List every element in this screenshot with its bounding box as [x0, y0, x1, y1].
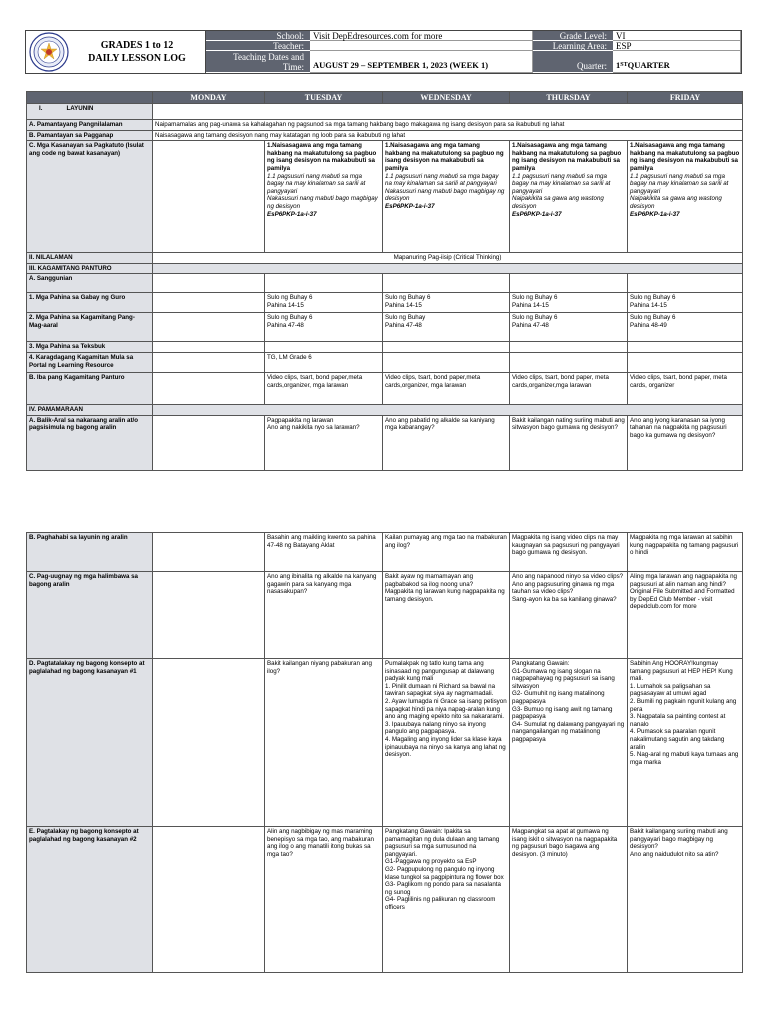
kagamitang-mag-aaral-friday: Sulo ng Buhay 6 Pahina 48-49: [628, 313, 743, 342]
quarter-suffix: ST: [620, 62, 628, 68]
karagdagang-tuesday: TG, LM Grade 6: [265, 352, 383, 372]
gabay-friday: Sulo ng Buhay 6 Pahina 14-15: [628, 293, 743, 313]
teacher-label: Teacher:: [206, 41, 310, 51]
balik-aral-tuesday: Pagpapakita ng larawan Ano ang nakikita nyo sa larawan?: [265, 415, 383, 470]
teksbuk-label: 3. Mga Pahina sa Teksbuk: [27, 342, 153, 353]
pag-uugnay-monday: [153, 572, 265, 659]
pag-uugnay-row: [27, 572, 743, 659]
title-line-1: GRADES 1 to 12: [100, 40, 174, 51]
header-fields: [206, 31, 741, 73]
lesson-log-header: [25, 30, 742, 74]
learning-area-value: ESP: [613, 41, 741, 51]
cell: [628, 352, 743, 372]
pag-uugnay-thursday: Ano ang napanood ninyo sa video clips? Ano ang pagsusuring ginawa ng mga tauhan sa video clips? Sang-ayon ka ba sa kanilang ginawa?: [510, 572, 628, 659]
sanggunian-label: A. Sanggunian: [27, 274, 153, 293]
iba-pa-thursday: Video clips, tsart, bond paper, meta cards,organizer,mga larawan: [510, 372, 628, 404]
kasanayan-main: 1.Naisasagawa ang mga tamang hakbang na makatutulong sa pagbuo ng isang desisyon na makabubuti sa pamilya: [385, 142, 504, 172]
day-header-row: [27, 92, 743, 104]
sanggunian-row: [27, 274, 743, 293]
kagamitang-mag-aaral-wednesday: Sulo ng Buhay Pahina 47-48: [383, 313, 510, 342]
cell: [265, 274, 383, 293]
kasanayan-sub2: Naipakikita sa gawa ang wastong desisyon: [512, 195, 604, 210]
iba-pa-row: [27, 372, 743, 404]
kasanayan-sub: 1.1 pagsusuri nang mabuti sa mga bagay na may kinalaman sa sarili at pangyayari: [630, 172, 729, 195]
kagamitan-label: III. KAGAMITANG PANTURO: [27, 263, 153, 274]
teaching-dates-value: AUGUST 29 – SEPTEMBER 1, 2023 (WEEK 1): [310, 51, 533, 73]
quarter-label-text: Quarter:: [577, 60, 607, 71]
day-header-friday: FRIDAY: [628, 92, 743, 104]
pagtatalakay-2-label: E. Pagtalakay ng bagong konsepto at paglalahad ng bagong kasanayan #2: [27, 827, 153, 973]
balik-aral-monday: [153, 415, 265, 470]
nilalaman-row: [27, 253, 743, 264]
school-label: School:: [206, 31, 310, 41]
day-header-tuesday: TUESDAY: [265, 92, 383, 104]
pagtatalakay-2-thursday: Magpangkat sa apat at gumawa ng isang iskit o sitwasyon na nagpapakita ng pagsusuri bago isagawa ang desisyon. (3 minuto): [510, 827, 628, 973]
gabay-row: [27, 293, 743, 313]
kasanayan-sub: 1.1 pagsusuri nang mabuti sa mga bagay na may kinalaman sa sarili at pangyayari: [385, 172, 499, 188]
balik-aral-thursday: Bakit kailangan nating suriing mabuti ang sitwasyon bago gumawa ng desisyon?: [510, 415, 628, 470]
kasanayan-thursday: [510, 141, 628, 253]
cell: [510, 342, 628, 353]
pagtatalakay-2-tuesday: Alin ang nagbibigay ng mas maraming benepisyo sa mga tao, ang mabakuran ang ilog o ang manatili itong bukas sa mga tao?: [265, 827, 383, 973]
kasanayan-main: 1.Naisasagawa ang mga tamang hakbang na makatutulong sa pagbuo ng isang desisyon na makabubuti sa pamilya: [630, 142, 740, 172]
kasanayan-row: [27, 141, 743, 253]
kasanayan-code: EsP6PKP-1a-i-37: [512, 210, 562, 218]
kagamitan-content: [153, 263, 743, 274]
kasanayan-sub2: Naipakikita sa gawa ang wastong desisyon: [630, 195, 722, 210]
iba-pa-monday: [153, 372, 265, 404]
pag-uugnay-wednesday: Bakit ayaw ng mamamayan ang pagbabakod sa ilog noong una? Magpakita ng larawan kung nagpapakita ng tamang desisyon.: [383, 572, 510, 659]
nilalaman-label: II. NILALAMAN: [27, 253, 153, 264]
cell: [383, 342, 510, 353]
grade-level-label: Grade Level:: [533, 31, 613, 41]
kasanayan-code: EsP6PKP-1a-i-37: [267, 210, 317, 218]
karagdagang-label: 4. Karagdagang Kagamitan Mula sa Portal ng Learning Resource: [27, 352, 153, 372]
title-line-2: DAILY LESSON LOG: [88, 53, 186, 64]
layunin-num: I.: [39, 105, 43, 112]
pamamaraan-row: [27, 404, 743, 415]
lesson-table-part-1: [26, 91, 743, 471]
quarter-number: 1: [616, 60, 621, 70]
cell: [383, 352, 510, 372]
iba-pa-friday: Video clips, tsart, bond paper, meta cards, organizer: [628, 372, 743, 404]
cell: [265, 342, 383, 353]
cell: [510, 274, 628, 293]
kagamitang-mag-aaral-row: [27, 313, 743, 342]
pagtatalakay-1-monday: [153, 659, 265, 827]
teaching-dates-label-1: Teaching Dates and: [233, 51, 304, 62]
kasanayan-tuesday: [265, 141, 383, 253]
page-title: [69, 39, 205, 65]
balik-aral-row: [27, 415, 743, 470]
cell: [628, 342, 743, 353]
header-title-block: [26, 31, 206, 73]
iba-pa-tuesday: Video clips, tsart, bond paper,meta cards,organizer, mga larawan: [265, 372, 383, 404]
kasanayan-main: 1.Naisasagawa ang mga tamang hakbang na makatutulong sa pagbuo ng isang desisyon na makabubuti sa pamilya: [512, 142, 622, 172]
gabay-label: 1. Mga Pahina sa Gabay ng Guro: [27, 293, 153, 313]
gabay-wednesday: Sulo ng Buhay 6 Pahina 14-15: [383, 293, 510, 313]
paghahabi-monday: [153, 533, 265, 572]
balik-aral-wednesday: Ano ang pabatid ng alkalde sa kaniyang mga kabarangay?: [383, 415, 510, 470]
layunin-row: [27, 104, 743, 120]
paghahabi-friday: Magpakita ng mga larawan at sabihin kung nagpapakita ng tamang pagsusuri o hindi: [628, 533, 743, 572]
quarter-value: [613, 51, 741, 73]
pag-uugnay-friday: Aling mga larawan ang nagpapakita ng pagsusuri at alin naman ang hindi? Original File Submitted and Formatted by DepEd Club Member - visit depedclub.com for more: [628, 572, 743, 659]
pagtatalakay-1-wednesday: Pumalakpak ng tatlo kung tama ang isinasaad ng pangungusap at dalawang padyak kung mali 1. Pinilit dumaan ni Richard sa bawal na tawiran sapagkat siya ay nagmamadali. 2. Ayaw lumagda ni Grace sa isang petisyon sapagkat hindi pa niya napag-aralan kung ano ang maging epekto nito sa nakararami. 3. Ipauubaya nalang ninyo sa inyong pangulo ang pagpapasya. 4. Magaling ang inyong lider sa klase kaya ipinauubaya na ninyo sa kanya ang lahat ng desisyon.: [383, 659, 510, 827]
teacher-value: [310, 41, 533, 51]
kagamitang-mag-aaral-monday: [153, 313, 265, 342]
pagtatalakay-2-wednesday: Pangkatang Gawain: Ipakita sa pamamagitan ng dula dulaan ang tamang pagsusuri sa mga sumusunod na pangyayari. G1-Paggawa ng proyekto sa EsP G2- Pagpupulong ng pangulo ng inyong klase tungkol sa pagpipintura ng flower box G3- Paglikom ng pondo para sa nasalanta ng sunog G4- Paglilinis ng palikuran ng classroom officers: [383, 827, 510, 973]
pamantayang-pangnilalaman-label: A. Pamantayang Pangnilalaman: [27, 120, 153, 131]
pagtatalakay-1-label: D. Pagtatalakay ng bagong konsepto at paglalahad ng bagong kasanayan #1: [27, 659, 153, 827]
cell: [153, 274, 265, 293]
pagtatalakay-2-row: [27, 827, 743, 973]
balik-aral-label: A. Balik-Aral sa nakaraang aralin at/o pagsisimula ng bagong aralin: [27, 415, 153, 470]
nilalaman-text: Mapanuring Pag-iisip (Critical Thinking): [153, 253, 743, 264]
school-value: Visit DepEdresources.com for more: [310, 31, 533, 41]
gabay-thursday: Sulo ng Buhay 6 Pahina 14-15: [510, 293, 628, 313]
pamantayan-pagganap-row: [27, 130, 743, 141]
gabay-monday: [153, 293, 265, 313]
pagtatalakay-2-monday: [153, 827, 265, 973]
balik-aral-friday: Ano ang iyong karanasan sa iyong tahanan na nagpakita ng pagsusuri bago ka gumawa ng desisyon?: [628, 415, 743, 470]
cell: [510, 352, 628, 372]
corner-cell: [27, 92, 153, 104]
kasanayan-sub2: Nakasusuri nang mabuti bago magbigay ng desisyon: [267, 195, 378, 210]
teaching-dates-label: [206, 51, 310, 73]
pagtatalakay-1-row: [27, 659, 743, 827]
paghahabi-thursday: Magpakita ng isang video clips na may kaugnayan sa pagsusuri ng pangyayari bago gumawa ng desisyon.: [510, 533, 628, 572]
layunin-text: LAYUNIN: [66, 105, 94, 112]
paghahabi-row: [27, 533, 743, 572]
iba-pa-wednesday: Video clips, tsart, bond paper,meta cards,organizer, mga larawan: [383, 372, 510, 404]
cell: [628, 274, 743, 293]
cell: [153, 342, 265, 353]
pagtatalakay-1-thursday: Pangkatang Gawain: G1-Gumawa ng isang slogan na nagpapahayag ng pagsusuri sa isang sitwasyon G2- Gumuhit ng isang matalinong pagpapasya G3- Bumuo ng isang awit ng tamang pagpapasya G4- Sumulat ng dalawang pangyayari ng nangangailangan ng matalinong pagpapasya: [510, 659, 628, 827]
kasanayan-code: EsP6PKP-1a-i-37: [630, 210, 680, 218]
pagtatalakay-1-friday: Sabihin Ang HOORAY!kungmay tamang pagsusuri at HEP HEP! Kung mali. 1. Lumahok sa paligsahan sa pagsasayaw at umuwi agad 2. Bumili ng pagkain ngunit kulang ang pera 3. Nagpatala sa painting contest at nanalo 4. Pumasok sa paaralan ngunit nakalimutang sagutin ang takdang aralin 5. Nag-aral ng mabuti kaya tumaas ang mga marka: [628, 659, 743, 827]
teksbuk-row: [27, 342, 743, 353]
day-header-wednesday: WEDNESDAY: [383, 92, 510, 104]
pagtatalakay-2-friday: Bakit kailangang suriing mabuti ang pangyayari bago magbigay ng desisyon? Ano ang naidudulot nito sa atin?: [628, 827, 743, 973]
paghahabi-label: B. Paghahabi sa layunin ng aralin: [27, 533, 153, 572]
pagtatalakay-1-tuesday: Bakit kailangan niyang pabakuran ang ilog?: [265, 659, 383, 827]
grade-level-value: VI: [613, 31, 741, 41]
pamantayang-pangnilalaman-row: [27, 120, 743, 131]
kasanayan-wednesday: [383, 141, 510, 253]
deped-seal-icon: [29, 32, 69, 72]
layunin-content: [153, 104, 743, 120]
kagamitang-mag-aaral-thursday: Sulo ng Buhay 6 Pahina 47-48: [510, 313, 628, 342]
lesson-table-part-2: [26, 532, 743, 973]
paghahabi-wednesday: Kailan pumayag ang mga tao na mabakuran ang ilog?: [383, 533, 510, 572]
kasanayan-sub2: Nakasusuri nang mabuti bago magbigay ng desisyon: [385, 187, 505, 203]
day-header-thursday: THURSDAY: [510, 92, 628, 104]
kagamitang-mag-aaral-tuesday: Sulo ng Buhay 6 Pahina 47-48: [265, 313, 383, 342]
karagdagang-monday: [153, 352, 265, 372]
pamantayan-pagganap-label: B. Pamantayan sa Pagganap: [27, 130, 153, 141]
karagdagang-row: [27, 352, 743, 372]
kagamitan-row: [27, 263, 743, 274]
pag-uugnay-tuesday: Ano ang ibinalita ng alkalde na kanyang gagawin para sa kanyang mga nasasakupan?: [265, 572, 383, 659]
kasanayan-monday: [153, 141, 265, 253]
kagamitang-mag-aaral-label: 2. Mga Pahina sa Kagamitang Pang- Mag-aaral: [27, 313, 153, 342]
kasanayan-sub: 1.1 pagsusuri nang mabuti sa mga bagay na may kinalaman sa sarili at pangyayari: [267, 172, 366, 195]
day-header-monday: MONDAY: [153, 92, 265, 104]
pamantayang-pangnilalaman-text: Naipamamalas ang pag-unawa sa kahalagahan ng pagsunod sa mga tamang hakbang bago makagawa ng isang desisyon para sa ikabubuti ng lahat: [153, 120, 743, 131]
kasanayan-main: 1.Naisasagawa ang mga tamang hakbang na makatutulong sa pagbuo ng isang desisyon na makabubuti sa pamilya: [267, 142, 377, 172]
pag-uugnay-label: C. Pag-uugnay ng mga halimbawa sa bagong aralin: [27, 572, 153, 659]
iba-pa-label: B. Iba pang Kagamitang Panturo: [27, 372, 153, 404]
teaching-dates-label-2: Time:: [282, 61, 304, 72]
kasanayan-sub: 1.1 pagsusuri nang mabuti sa mga bagay na may kinalaman sa sarili at pangyayari: [512, 172, 611, 195]
layunin-label: [27, 104, 153, 120]
pamamaraan-content: [153, 404, 743, 415]
learning-area-label: Learning Area:: [533, 41, 613, 51]
kasanayan-code: EsP6PKP-1a-i-37: [385, 202, 435, 210]
quarter-word: QUARTER: [627, 60, 670, 70]
kasanayan-friday: [628, 141, 743, 253]
paghahabi-tuesday: Basahin ang maikling kwento sa pahina 47-48 ng Batayang Aklat: [265, 533, 383, 572]
pamantayan-pagganap-text: Naisasagawa ang tamang desisyon nang may katatagan ng loob para sa ikabubuti ng lahat: [153, 130, 743, 141]
gabay-tuesday: Sulo ng Buhay 6 Pahina 14-15: [265, 293, 383, 313]
quarter-label: [533, 51, 613, 73]
cell: [383, 274, 510, 293]
kasanayan-label: C. Mga Kasanayan sa Pagkatuto (Isulat ang code ng bawat kasanayan): [27, 141, 153, 253]
pamamaraan-label: IV. PAMAMARAAN: [27, 404, 153, 415]
